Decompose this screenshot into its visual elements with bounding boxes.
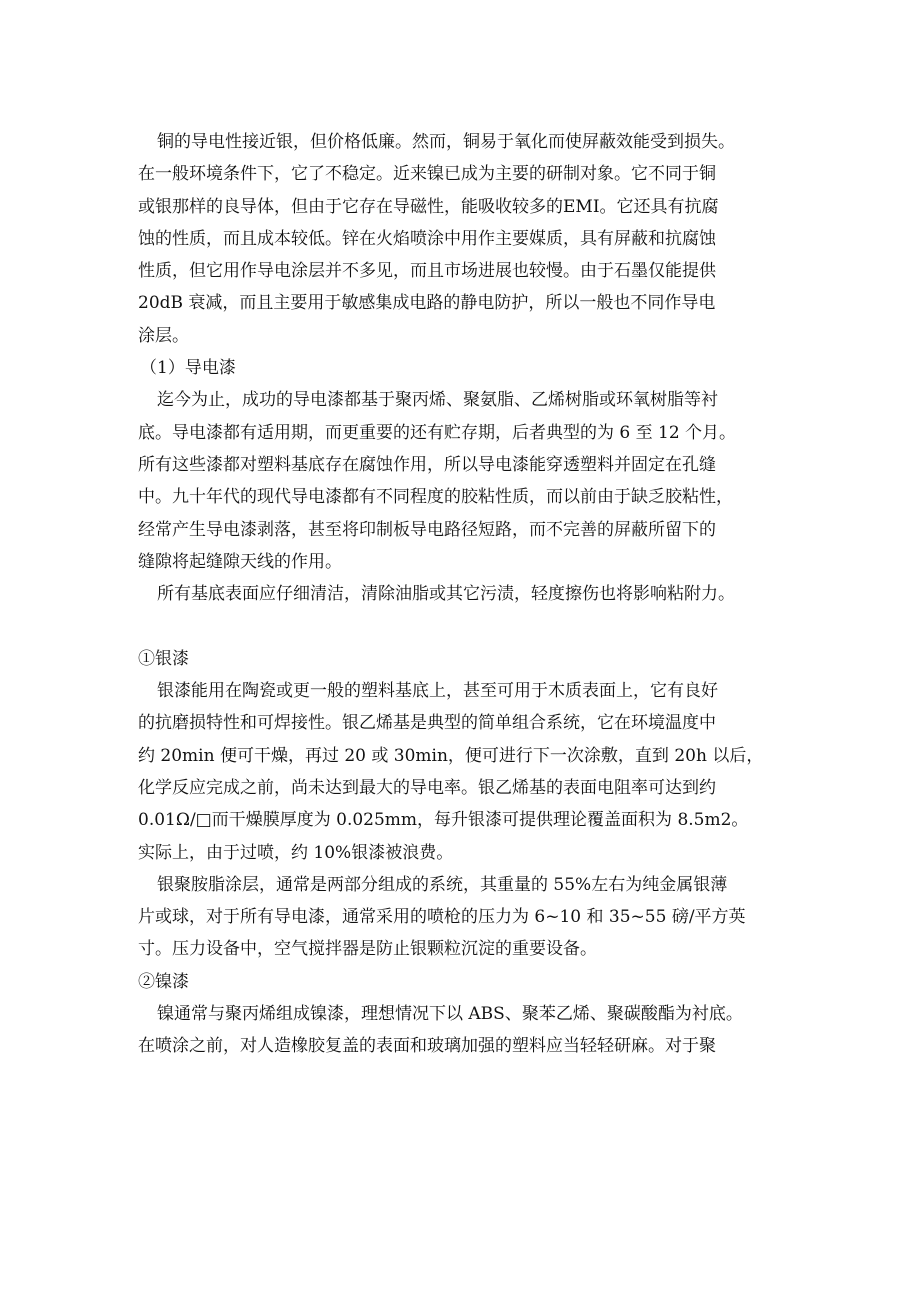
text-line: 寸。压力设备中，空气搅拌器是防止银颗粒沉淀的重要设备。 [138, 939, 597, 960]
text-line: 化学反应完成之前，尚未达到最大的导电率。银乙烯基的表面电阻率可达到约 [138, 777, 716, 798]
blank-line [138, 610, 780, 642]
text-line: 银漆能用在陶瓷或更一般的塑料基底上，甚至可用于木质表面上，它有良好 [157, 681, 718, 702]
text-line: 所有这些漆都对塑料基底存在腐蚀作用，所以导电漆能穿透塑料并固定在孔缝 [138, 454, 716, 475]
text-line: 迄今为止，成功的导电漆都基于聚丙烯、聚氨脂、乙烯树脂或环氧树脂等衬 [157, 390, 718, 411]
text-line: 的抗磨损特性和可焊接性。银乙烯基是典型的简单组合系统，它在环境温度中 [138, 713, 716, 734]
paragraph-conductive-metals [138, 126, 780, 352]
text-line: 涂层。 [138, 325, 189, 346]
paragraph-silver-polyurethane [138, 869, 780, 966]
text-line: 银聚胺脂涂层，通常是两部分组成的系统，其重量的 55%左右为纯金属银薄 [157, 874, 728, 895]
text-line: 在喷涂之前，对人造橡胶复盖的表面和玻璃加强的塑料应当轻轻研麻。对于聚 [138, 1036, 716, 1057]
text-line: 缝隙将起缝隙天线的作用。 [138, 551, 342, 572]
paragraph-nickel-paint [138, 998, 780, 1063]
text-line: 经常产生导电漆剥落，甚至将印制板导电路径短路，而不完善的屏蔽所留下的 [138, 519, 716, 540]
section-heading-silver-paint: ①银漆 [138, 648, 189, 669]
section-heading-conductive-paint: （1）导电漆 [140, 358, 236, 379]
text-line: 约 20min 便可干燥，再过 20 或 30min，便可进行下一次涂敷，直到 20h 以后， [138, 745, 764, 766]
text-line: 或银那样的良导体，但由于它存在导磁性，能吸收较多的EMI。它还具有抗腐 [138, 196, 719, 217]
text-line: 蚀的性质，而且成本较低。锌在火焰喷涂中用作主要媒质，具有屏蔽和抗腐蚀 [138, 228, 716, 249]
text-line: 20dB 衰减，而且主要用于敏感集成电路的静电防护，所以一般也不同作导电 [138, 293, 716, 314]
text-line: 实际上，由于过喷，约 10%银漆被浪费。 [138, 842, 454, 863]
document-page [138, 126, 780, 1063]
text-line: 所有基底表面应仔细清洁，清除油脂或其它污渍，轻度擦伤也将影响粘附力。 [157, 584, 735, 605]
text-line: 0.01Ω/□而干燥膜厚度为 0.025mm，每升银漆可提供理论覆盖面积为 8.5m2。 [138, 810, 749, 831]
text-line: 底。导电漆都有适用期，而更重要的还有贮存期，后者典型的为 6 至 12 个月。 [138, 422, 737, 443]
text-line: 片或球，对于所有导电漆，通常采用的喷枪的压力为 6~10 和 35~55 磅/平方英 [138, 907, 746, 928]
paragraph-silver-paint [138, 675, 780, 869]
paragraph-surface-cleaning [138, 578, 780, 610]
text-line: 在一般环境条件下，它了不稳定。近来镍已成为主要的研制对象。它不同于铜 [138, 164, 716, 185]
paragraph-conductive-paint [138, 384, 780, 578]
text-line: 中。九十年代的现代导电漆都有不同程度的胶粘性质，而以前由于缺乏胶粘性， [138, 487, 733, 508]
text-line: 性质，但它用作导电涂层并不多见，而且市场进展也较慢。由于石墨仅能提供 [138, 261, 716, 282]
section-heading-nickel-paint: ②镍漆 [138, 971, 189, 992]
text-line: 铜的导电性接近银，但价格低廉。然而，铜易于氧化而使屏蔽效能受到损失。 [157, 132, 735, 152]
text-line: 镍通常与聚丙烯组成镍漆，理想情况下以 ABS、聚苯乙烯、聚碳酸酯为衬底。 [157, 1004, 743, 1025]
